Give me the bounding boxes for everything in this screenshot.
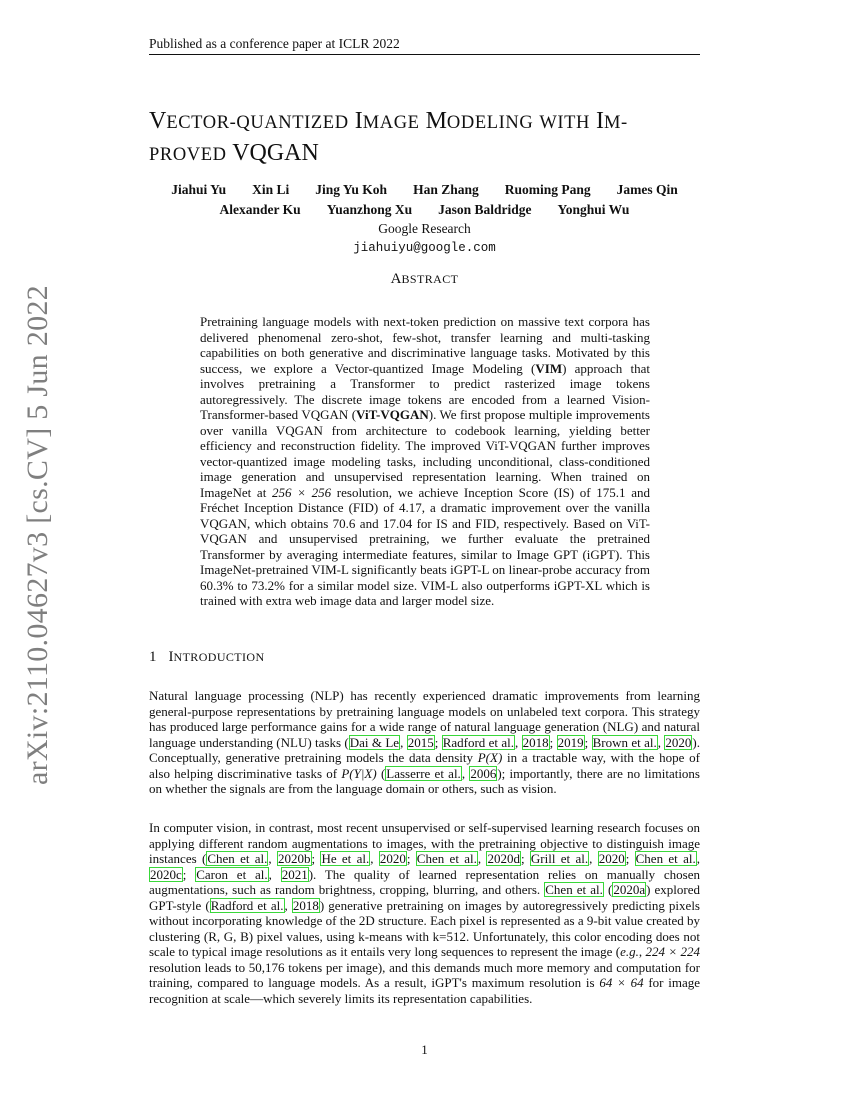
author-name: Ruoming Pang bbox=[504, 182, 591, 197]
citation-link[interactable]: 2020d bbox=[487, 851, 520, 866]
math-expression: P(Y|X) bbox=[341, 765, 377, 781]
page-number: 1 bbox=[421, 1042, 428, 1057]
citation-link[interactable]: Caron et al. bbox=[196, 866, 268, 882]
abstract-body: Pretraining language models with next-token prediction on massive text corpora has delivered phenomenal zero-shot, few-shot, transfer learning and multi-tasking capabilities on both generative and discriminative language tasks. Motivated by this success, we explore a Vector-quantized Image Modeling (VIM) approach that involves pretraining a Transformer to predict rasterized image tokens autoregressively. The discrete image tokens are encoded from a learned Vision-Transformer-based VQGAN (ViT-VQGAN). We first propose multiple improvements over vanilla VQGAN from architecture to codebook learning, yielding better efficiency and reconstruction fidelity. The improved ViT-VQGAN further improves vector-quantized image modeling tasks, including unconditional, class-conditioned image generation and unsupervised representation learning. When trained on ImageNet at 256 × 256 resolution, we achieve Inception Score (IS) of 175.1 and Fréchet Inception Distance (FID) of 4.17, a dramatic improvement over the vanilla VQGAN, which obtains 70.6 and 17.04 for IS and FID, respectively. Based on ViT-VQGAN and unsupervised pretraining, we further evaluate the pretrained Transformer by averaging intermediate features, similar to Image GPT (iGPT). This ImageNet-pretrained VIM-L significantly beats iGPT-L on linear-probe accuracy from 60.3% to 73.2% for a similar model size. VIM-L also outperforms iGPT-XL which is trained with extra web image data and larger model size. bbox=[200, 314, 651, 608]
author-name: Xin Li bbox=[252, 182, 290, 197]
citation-link[interactable]: 2021 bbox=[281, 866, 308, 882]
intro-paragraph-2: In computer vision, in contrast, most recent unsupervised or self-supervised learning research focuses on applying different random augmentations to images, with the pretraining objective to distinguish image instances (Chen et al., 2020b; He et al., 2020; Chen et al., 2020d; Grill et al., 2020; Chen et al., 2020c; Caron et al., 2021). The quality of learned representation relies on manually chosen augmentations, such as random brightness, cropping, blurring, and others. Chen et al. (2020a) explored GPT-style (Radford et al., 2018) generative pretraining on images by autoregressively predicting pixels without incorporating knowledge of the 2D structure. Each pixel is represented as a 9-bit value created by clustering (R, G, B) pixel values, using k-means with k=512. Unfortunately, this color encoding does not scale to typical image resolutions as it entails very long sequences to represent the image (e.g., 224 × 224 resolution leads to 50,176 tokens per image), and this demands much more memory and computation for training, compared to language models. As a result, iGPT's maximum resolution is 64 × 64 for image recognition at scale—which severely limits its representation capabilities. bbox=[149, 820, 701, 1006]
math-expression: P(X) bbox=[477, 750, 503, 765]
math-expression: 256 × 256 bbox=[271, 484, 332, 500]
title-line-1: VECTOR-QUANTIZED IMAGE MODELING WITH IM- bbox=[149, 108, 628, 134]
citation-link[interactable]: He et al. bbox=[321, 851, 370, 866]
emphasis-text: e.g. bbox=[620, 944, 639, 959]
citation-link[interactable]: 2020 bbox=[598, 851, 625, 866]
bold-term: ViT-VQGAN bbox=[356, 407, 429, 422]
citation-link[interactable]: Chen et al. bbox=[416, 851, 477, 866]
citation-link[interactable]: 2020a bbox=[613, 882, 646, 897]
citation-link[interactable]: 2019 bbox=[557, 734, 584, 750]
citation-link[interactable]: Chen et al. bbox=[635, 851, 696, 866]
author-name: Jiahui Yu bbox=[171, 182, 227, 197]
citation-link[interactable]: 2015 bbox=[407, 734, 434, 750]
author-list bbox=[149, 180, 700, 220]
author-name: Yuanzhong Xu bbox=[326, 202, 413, 217]
author-name: Jing Yu Koh bbox=[315, 182, 388, 197]
citation-link[interactable]: 2020 bbox=[665, 734, 692, 750]
author-row-1 bbox=[149, 180, 700, 200]
math-expression: 64 × 64 bbox=[599, 975, 644, 990]
citation-link[interactable]: Chen et al. bbox=[207, 851, 268, 866]
citation-link[interactable]: 2018 bbox=[522, 734, 549, 750]
author-name: James Qin bbox=[616, 182, 678, 197]
citation-link[interactable]: 2020c bbox=[150, 866, 182, 882]
math-expression: 224 × 224 bbox=[645, 944, 700, 959]
contact-email[interactable]: jiahuiyu@google.com bbox=[353, 241, 496, 255]
citation-link[interactable]: Brown et al. bbox=[592, 734, 657, 750]
arxiv-identifier-stamp: arXiv:2110.04627v3 [cs.CV] 5 Jun 2022 bbox=[21, 285, 54, 785]
section-heading-introduction: 1 INTRODUCTION bbox=[149, 649, 265, 665]
citation-link[interactable]: 2006 bbox=[470, 765, 497, 781]
affiliation: Google Research bbox=[378, 221, 471, 236]
citation-link[interactable]: Chen et al. bbox=[545, 882, 603, 897]
citation-link[interactable]: Grill et al. bbox=[530, 851, 589, 866]
abstract-heading: ABSTRACT bbox=[390, 271, 459, 287]
citation-link[interactable]: 2018 bbox=[292, 897, 319, 913]
author-name: Han Zhang bbox=[413, 182, 479, 197]
author-name: Yonghui Wu bbox=[557, 202, 630, 217]
citation-link[interactable]: Lasserre et al. bbox=[386, 765, 461, 781]
intro-paragraph-1: Natural language processing (NLP) has recently experienced dramatic improvements from learning general-purpose representations by pretraining language models on unlabeled text corpora. This strategy has produced large performance gains for a wide range of natural language generation (NLG) and natural language understanding (NLU) tasks (Dai & Le, 2015; Radford et al., 2018; 2019; Brown et al., 2020). Conceptually, generative pretraining models the data density P(X) in a tractable way, with the hope of also helping discriminative tasks of P(Y|X) (Lasserre et al., 2006); importantly, there are no limitations on whether the signals are from the language domain or others, such as vision. bbox=[149, 688, 700, 796]
citation-link[interactable]: Radford et al. bbox=[210, 897, 284, 913]
paper-title bbox=[149, 106, 709, 170]
citation-link[interactable]: 2020 bbox=[379, 851, 406, 866]
citation-link[interactable]: 2020b bbox=[278, 851, 311, 866]
author-name: Jason Baldridge bbox=[438, 202, 532, 217]
running-header: Published as a conference paper at ICLR 2022 bbox=[149, 36, 700, 55]
citation-link[interactable]: Dai & Le bbox=[349, 734, 400, 750]
citation-link[interactable]: Radford et al. bbox=[442, 734, 515, 750]
author-name: Alexander Ku bbox=[219, 202, 301, 217]
author-row-2 bbox=[149, 200, 700, 220]
bold-term: VIM bbox=[535, 360, 563, 376]
title-line-2: PROVED VQGAN bbox=[149, 140, 319, 166]
